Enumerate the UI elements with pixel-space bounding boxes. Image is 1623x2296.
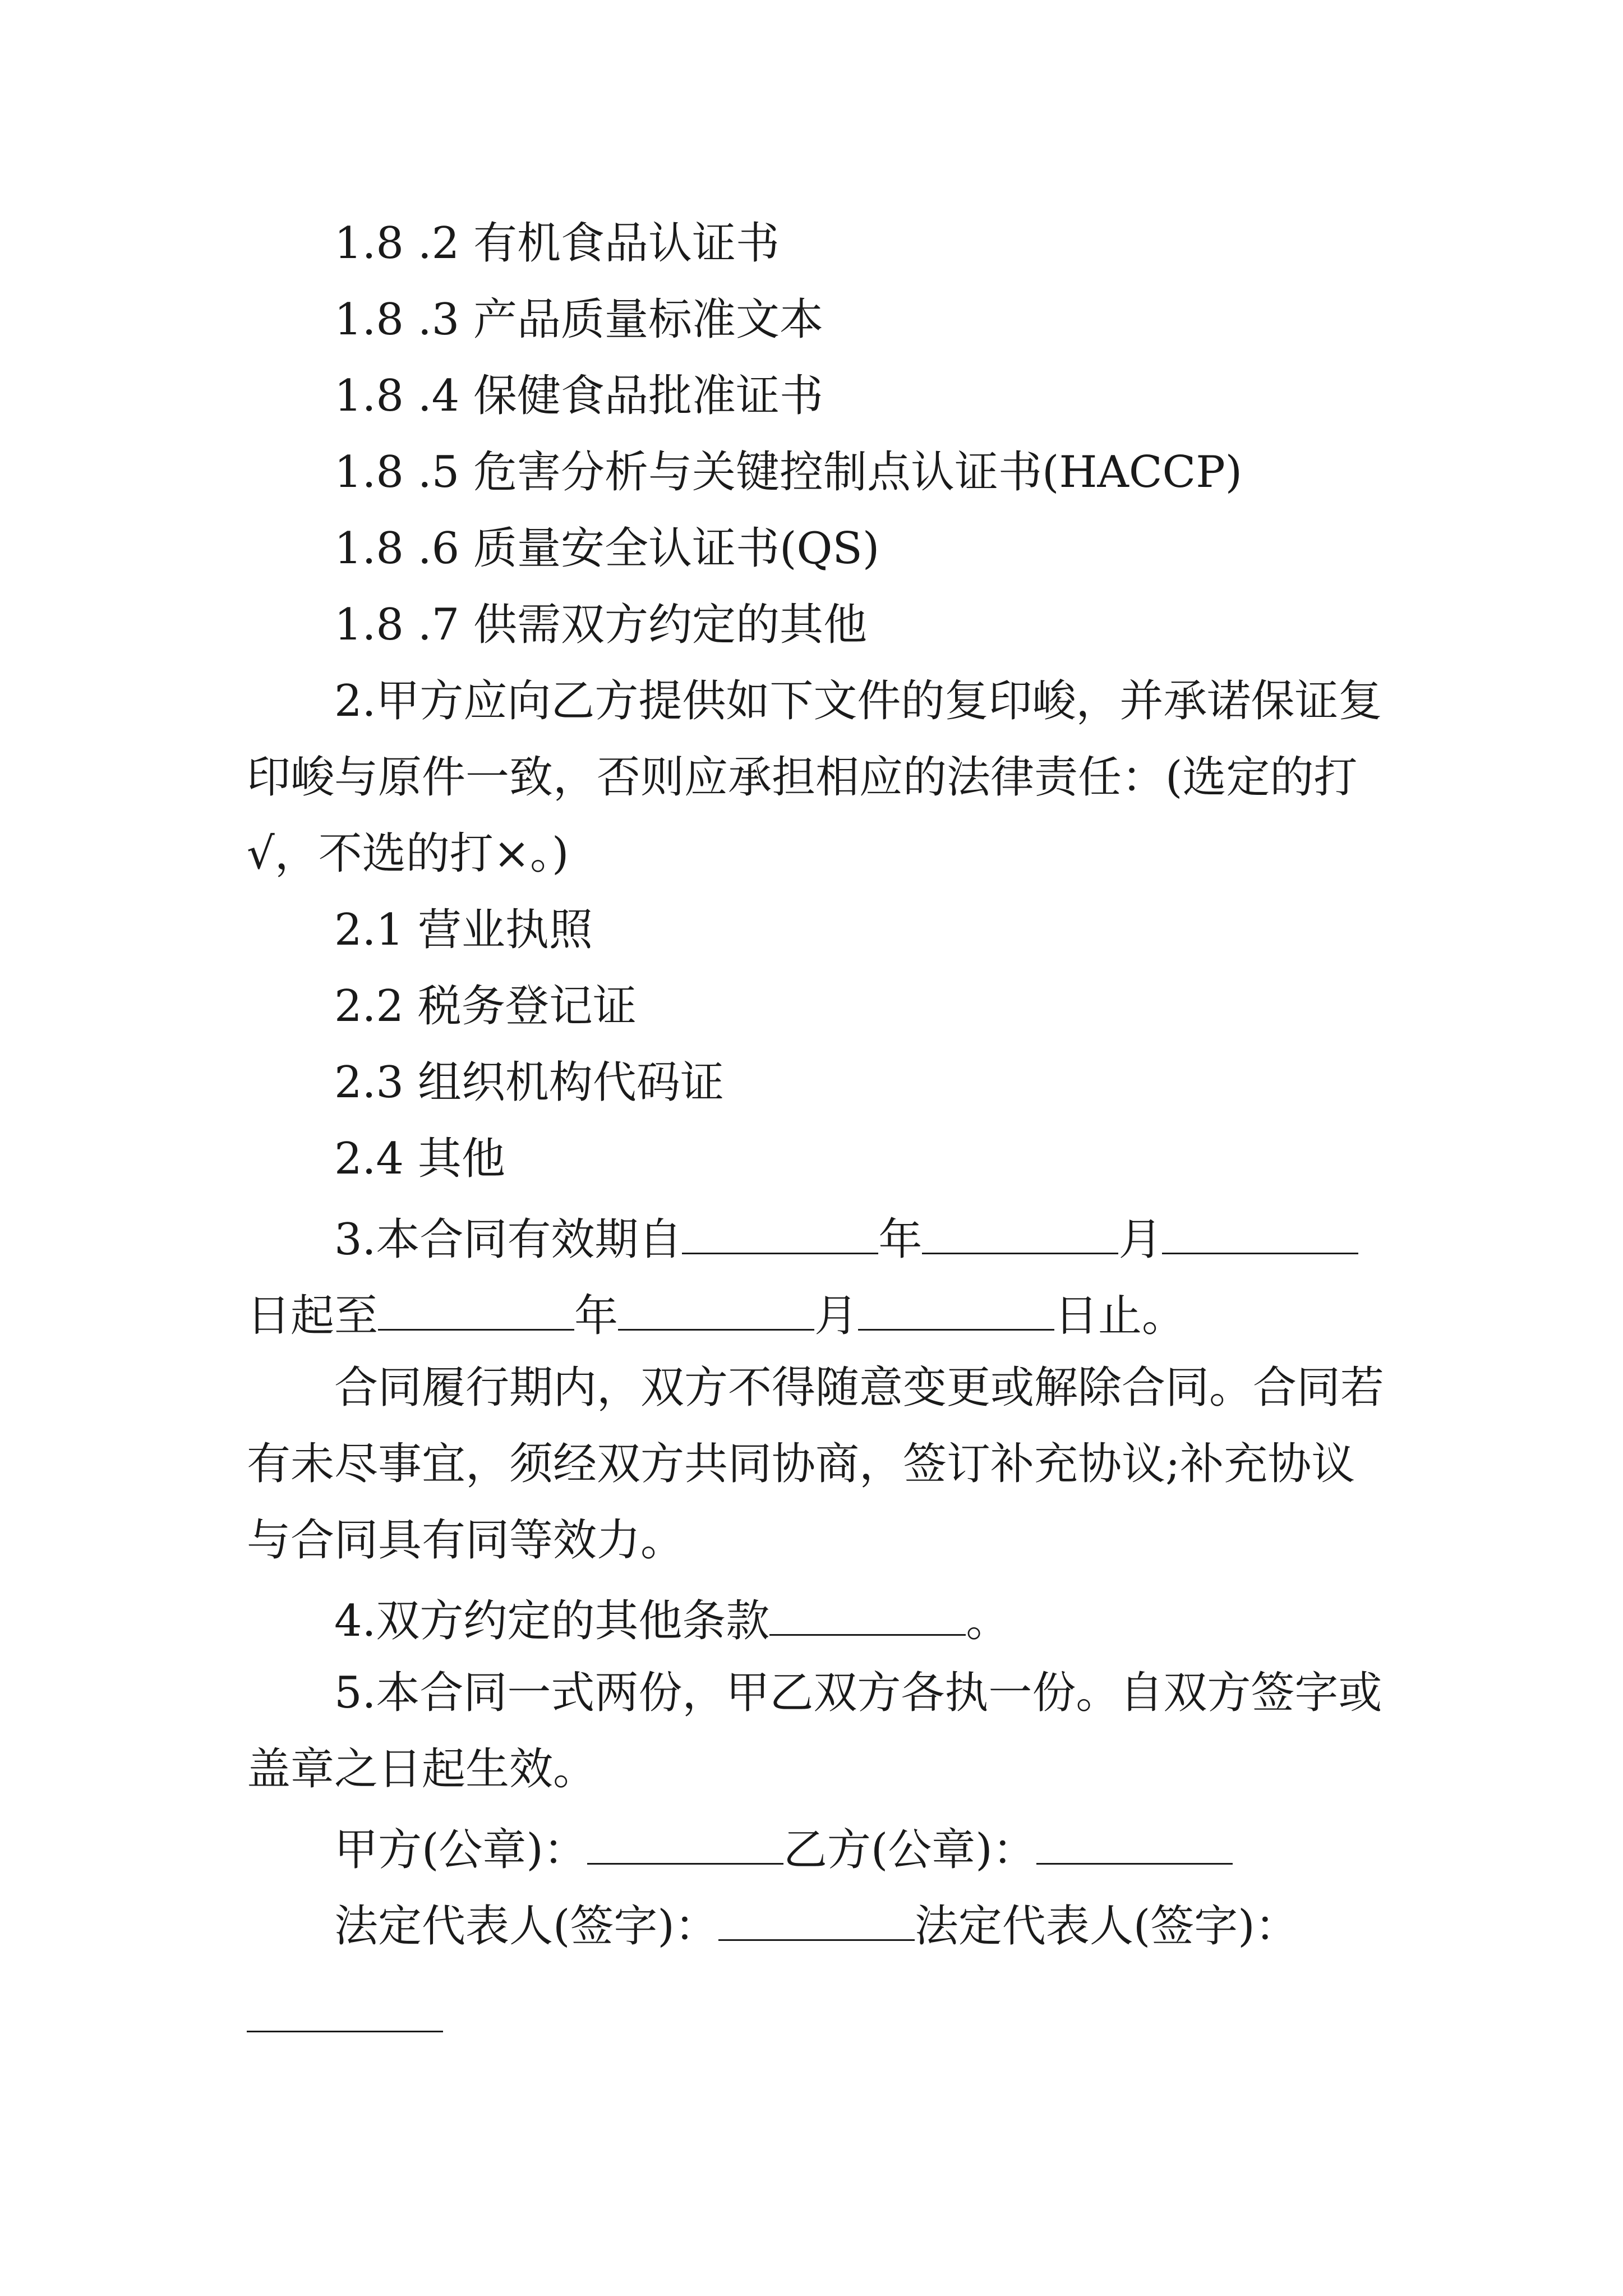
year-label-2: 年 xyxy=(574,1291,619,1341)
day-blank-2 xyxy=(858,1290,1054,1331)
list-item: 2.2 税务登记证 xyxy=(334,981,637,1032)
clause-5-line-1: 5.本合同一式两份，甲乙双方各执一份。自双方签字或 xyxy=(334,1668,1382,1718)
month-blank-2 xyxy=(618,1290,814,1331)
performance-line-1: 合同履行期内，双方不得随意变更或解除合同。合同若 xyxy=(334,1363,1385,1413)
year-blank xyxy=(682,1213,878,1254)
seal-line xyxy=(334,1824,1233,1875)
day-blank xyxy=(1162,1213,1358,1254)
representative-line xyxy=(334,1900,1299,1952)
day-from-label: 日起至 xyxy=(247,1291,379,1341)
clause-3-line-1 xyxy=(334,1213,1358,1265)
day-to-label: 日止。 xyxy=(1054,1291,1186,1341)
clause-2-line-1: 2.甲方应向乙方提供如下文件的复印峻，并承诺保证复 xyxy=(334,676,1382,726)
clause-2-line-3: √，不选的打×。) xyxy=(247,829,569,879)
party-b-seal-blank xyxy=(1036,1824,1233,1865)
list-item: 1.8 .4 保健食品批准证书 xyxy=(334,371,824,421)
month-label: 月 xyxy=(1118,1214,1163,1265)
list-item: 1.8 .6 质量安全认证书(QS) xyxy=(334,523,880,574)
performance-line-2: 有未尽事宜，须经双方共同协商，签订补充协议;补充协议 xyxy=(247,1439,1355,1489)
month-label-2: 月 xyxy=(814,1291,859,1341)
party-b-seal-label: 乙方(公章)： xyxy=(783,1825,1036,1875)
clause-3-line-2 xyxy=(247,1290,1186,1341)
clause-4 xyxy=(334,1595,1010,1646)
year-blank-2 xyxy=(378,1290,574,1331)
year-label: 年 xyxy=(878,1214,923,1265)
list-item: 1.8 .3 产品质量标准文本 xyxy=(334,295,824,345)
list-item: 1.8 .5 危害分析与关键控制点认证书(HACCP) xyxy=(334,447,1243,498)
party-a-seal-blank xyxy=(587,1824,783,1865)
clause-4-text: 4.双方约定的其他条款 xyxy=(334,1596,770,1646)
clause-3-prefix: 3.本合同有效期自 xyxy=(334,1214,683,1265)
other-terms-blank xyxy=(769,1595,966,1636)
clause-2-line-2: 印峻与原件一致，否则应承担相应的法律责任：(选定的打 xyxy=(247,752,1358,803)
list-item: 1.8 .2 有机食品认证书 xyxy=(334,218,780,269)
list-item: 2.4 其他 xyxy=(334,1134,505,1184)
party-a-seal-label: 甲方(公章)： xyxy=(334,1825,587,1875)
list-item: 2.1 营业执照 xyxy=(334,905,593,955)
list-item: 2.3 组织机构代码证 xyxy=(334,1057,724,1108)
performance-line-3: 与合同具有同等效力。 xyxy=(247,1515,685,1566)
rep-b-label: 法定代表人(签字)： xyxy=(914,1901,1299,1952)
list-item: 1.8 .7 供需双方约定的其他 xyxy=(334,600,868,650)
rep-a-label: 法定代表人(签字)： xyxy=(334,1901,718,1952)
rep-a-blank xyxy=(718,1900,915,1941)
clause-4-end: 。 xyxy=(966,1596,1010,1646)
clause-5-line-2: 盖章之日起生效。 xyxy=(247,1744,597,1795)
rep-b-blank xyxy=(247,2031,443,2032)
month-blank xyxy=(922,1213,1118,1254)
